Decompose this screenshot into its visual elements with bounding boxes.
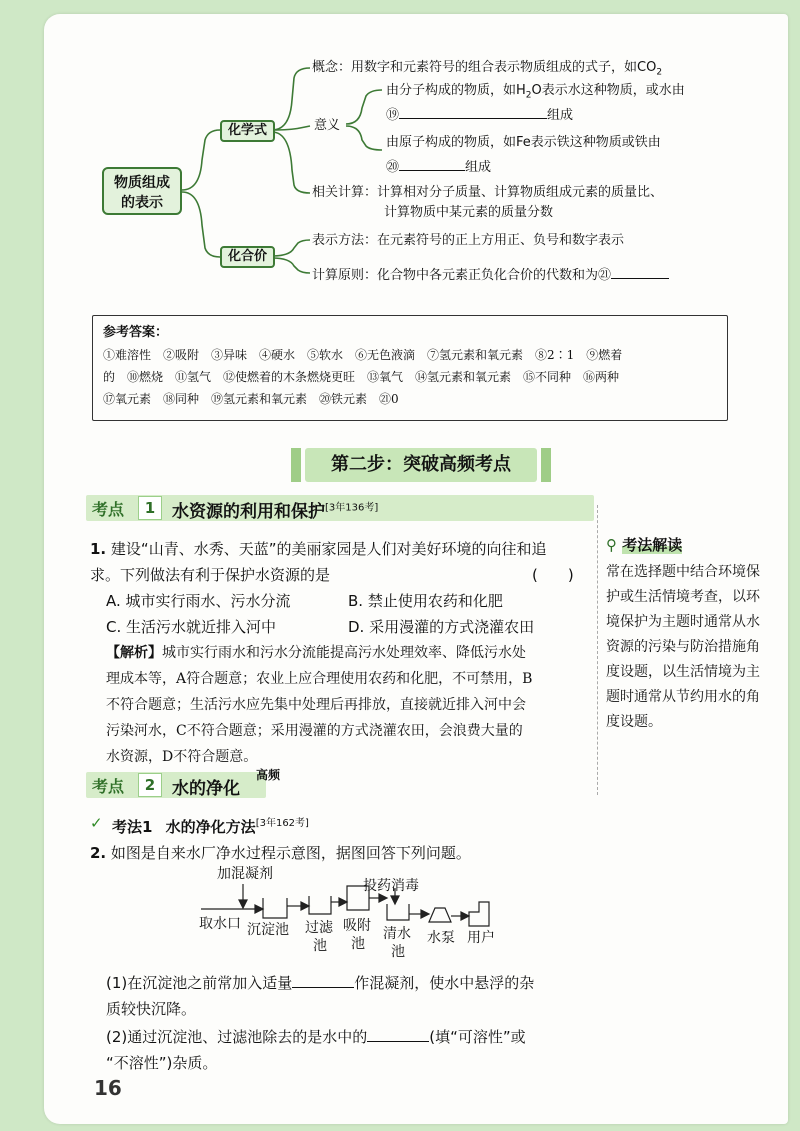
method-text: 在元素符号的正上方用正、负号和数字表示	[377, 233, 625, 248]
answers-line1: ①难溶性 ②吸附 ③异味 ④硬水 ⑤软水 ⑥无色液滴 ⑦氢元素和氧元素 ⑧2∶1 ⑨燃着	[103, 348, 623, 362]
concept-text: 用数字和元素符号的组合表示物质组成的式子，如CO	[351, 60, 657, 75]
q2-sub2-a: (2)通过沉淀池、过滤池除去的是水中的	[106, 1028, 368, 1046]
kaofa1-title: 水的净化方法	[165, 818, 256, 836]
kaodian1-label: 考点	[92, 500, 125, 519]
concept-label: 概念：	[312, 60, 352, 75]
kaodian1-sup: [3年136考]	[325, 502, 379, 514]
q2-stem: 如图是自来水厂净水过程示意图，据图回答下列问题。	[110, 844, 471, 862]
meaning1-blank-row	[386, 104, 573, 125]
line-meaning	[272, 126, 310, 130]
kaofa1-row	[112, 814, 309, 837]
q2-sub2-row	[106, 1024, 526, 1050]
banner-right-deco	[541, 448, 551, 482]
q1-option-d[interactable]: D. 采用漫灌的方式浇灌农田	[348, 618, 535, 636]
line-concept	[272, 68, 310, 130]
label-disinfect: 投药消毒	[363, 878, 419, 894]
calc-row1	[312, 184, 663, 202]
rule-row	[312, 264, 669, 285]
meaning2-end: 组成	[465, 160, 492, 175]
meaning2-blank-row	[386, 156, 491, 177]
meaning1-num: ⑲	[386, 108, 400, 123]
banner-left-deco	[291, 448, 301, 482]
kaodian1-num: 1	[138, 496, 162, 520]
q1-line1	[90, 536, 546, 562]
node-huahejia: 化合价	[220, 246, 275, 268]
q2-sub1-c: 质较快沉降。	[106, 1000, 197, 1018]
root-line2: 的表示	[121, 195, 163, 211]
meaning2-a: 由原子构成的物质，如Fe表示铁这种物质或铁由	[386, 135, 661, 150]
q2-blank-1[interactable]	[292, 973, 354, 988]
line-root-huahejia	[182, 192, 220, 257]
meaning-label: 意义	[314, 118, 341, 133]
label-settle: 沉淀池	[247, 922, 289, 938]
water-treatment-diagram	[195, 862, 515, 962]
label-adsorb-1: 吸附	[343, 918, 371, 934]
pump-shape	[429, 908, 451, 922]
settle-tank	[263, 898, 287, 918]
q1-num: 1.	[90, 540, 107, 558]
q1-explain-line1	[106, 640, 526, 666]
meaning1-sub: 2	[525, 90, 532, 101]
meaning1-a: 由分子构成的物质，如H	[386, 83, 526, 98]
label-user: 用户	[467, 930, 495, 946]
answers-line3: ⑰氧元素 ⑱同种 ⑲氢元素和氧元素 ⑳铁元素 ㉑0	[103, 392, 399, 406]
sidebar-title: 考法解读	[622, 536, 683, 554]
q1-explain-line2: 理成本等，A符合题意；农业上应合理使用农药和化肥，不可禁用，B	[106, 671, 533, 687]
arrow-2	[301, 902, 309, 910]
calc-text1: 计算相对分子质量、计算物质组成元素的质量比、	[377, 185, 664, 200]
calc-label: 相关计算：	[312, 185, 378, 200]
sidebar-title-row	[606, 534, 682, 555]
q1-explain-label: 【解析】	[106, 645, 162, 661]
kaodian1-title-row	[172, 497, 378, 522]
q2-sub1-row	[106, 970, 534, 996]
arrow-1	[255, 905, 263, 913]
q2-blank-2[interactable]	[367, 1027, 429, 1042]
label-clear-1: 清水	[383, 926, 411, 942]
arrow-3	[339, 898, 347, 906]
method-label: 表示方法：	[312, 233, 378, 248]
filter-tank	[309, 896, 331, 914]
line-root-huaxueshi	[182, 130, 220, 190]
concept-row	[312, 59, 662, 82]
rule-label: 计算原则：	[312, 268, 378, 283]
line-meaning1	[346, 90, 382, 124]
label-coagulant: 加混凝剂	[217, 866, 273, 882]
step-banner: 第二步：突破高频考点	[305, 448, 537, 482]
q2-sub2-b: (填“可溶性”或	[429, 1028, 526, 1046]
kaofa1-sup: [3年162考]	[255, 818, 309, 829]
kaofa1-label: 考法1	[112, 818, 153, 836]
user-building	[469, 902, 489, 926]
concept-sub: 2	[656, 67, 663, 78]
q1-option-b[interactable]: B. 禁止使用农药和化肥	[348, 592, 503, 610]
q1-explain-text1: 城市实行雨水和污水分流能提高污水处理效率、降低污水处	[162, 645, 526, 661]
blank-20[interactable]	[399, 156, 465, 171]
answers-line2: 的 ⑩燃烧 ⑪氢气 ⑫使燃着的木条燃烧更旺 ⑬氧气 ⑭氢元素和氧元素 ⑮不同种 ⑯两种	[103, 370, 620, 384]
q2-sub1-a: (1)在沉淀池之前常加入适量	[106, 974, 293, 992]
arrow-6	[461, 912, 469, 920]
page-number: 16	[94, 1076, 122, 1100]
rule-text: 化合物中各元素正负化合价的代数和为㉑	[377, 268, 612, 283]
sidebar-text: 常在选择题中结合环境保护或生活情境考查，以环境保护为主题时通常从水资源的污染与防治措施角度设题，以生活情境为主题时通常从节约用水的角度设题。	[606, 564, 760, 730]
reference-answers-box	[92, 315, 728, 421]
label-adsorb-2: 池	[351, 936, 365, 952]
arrow-4	[379, 894, 387, 902]
meaning2-num: ⑳	[386, 160, 400, 175]
q1-line1-text: 建设“山青、水秀、天蓝”的美丽家园是人们对美好环境的向往和追	[110, 540, 547, 558]
sidebar-divider	[597, 505, 598, 795]
q1-option-a[interactable]: A. 城市实行雨水、污水分流	[106, 592, 291, 610]
line-calc	[272, 132, 310, 193]
node-huaxueshi: 化学式	[220, 120, 275, 142]
label-clear-2: 池	[391, 944, 405, 960]
q1-option-c[interactable]: C. 生活污水就近排入河中	[106, 618, 277, 636]
label-filter-2: 池	[313, 938, 327, 954]
q2-sub2-c: “不溶性”)杂质。	[106, 1054, 218, 1072]
magnifier-icon: ⚲	[606, 536, 617, 554]
label-pump: 水泵	[427, 930, 455, 946]
meaning1-b: O表示水这种物质，或水由	[531, 83, 685, 98]
label-filter-1: 过滤	[305, 920, 333, 936]
line-meaning2	[346, 126, 382, 150]
mindmap-root	[102, 167, 182, 215]
q1-explain-line5: 水资源，D不符合题意。	[106, 749, 258, 765]
root-line1: 物质组成	[114, 175, 170, 191]
calc-text2: 计算物质中某元素的质量分数	[384, 205, 554, 220]
q2-sub1-b: 作混凝剂，使水中悬浮的杂	[354, 974, 535, 992]
kaodian2-badge: 高频	[256, 768, 281, 782]
answers-title: 参考答案：	[103, 325, 169, 340]
kaodian2-label: 考点	[92, 777, 125, 796]
q2-num: 2.	[90, 844, 107, 862]
disinfect-arrow-head	[391, 896, 399, 904]
line-rule	[272, 258, 310, 273]
arrow-5	[421, 910, 429, 918]
clear-tank	[387, 904, 409, 920]
coagulant-arrow-head	[239, 900, 247, 908]
label-intake: 取水口	[199, 916, 241, 932]
q1-explain-line3: 不符合题意；生活污水应先集中处理后再排放，直接就近排入河中会	[106, 697, 526, 713]
q1-line2: 求。下列做法有利于保护水资源的是	[90, 566, 331, 584]
checkmark-icon: ✓	[90, 814, 103, 832]
kaodian2-title: 水的净化	[172, 779, 240, 799]
blank-21[interactable]	[611, 264, 669, 279]
meaning1-end: 组成	[547, 108, 574, 123]
blank-19[interactable]	[399, 104, 547, 119]
method-row	[312, 232, 624, 250]
meaning1-row	[386, 82, 685, 105]
kaodian2-num: 2	[138, 773, 162, 797]
kaodian1-title: 水资源的利用和保护	[172, 502, 325, 522]
q1-paren[interactable]: ( )	[532, 566, 574, 584]
q1-explain-line4: 污染河水，C不符合题意；采用漫灌的方式浇灌农田，会浪费大量的	[106, 723, 523, 739]
line-method	[272, 240, 310, 256]
